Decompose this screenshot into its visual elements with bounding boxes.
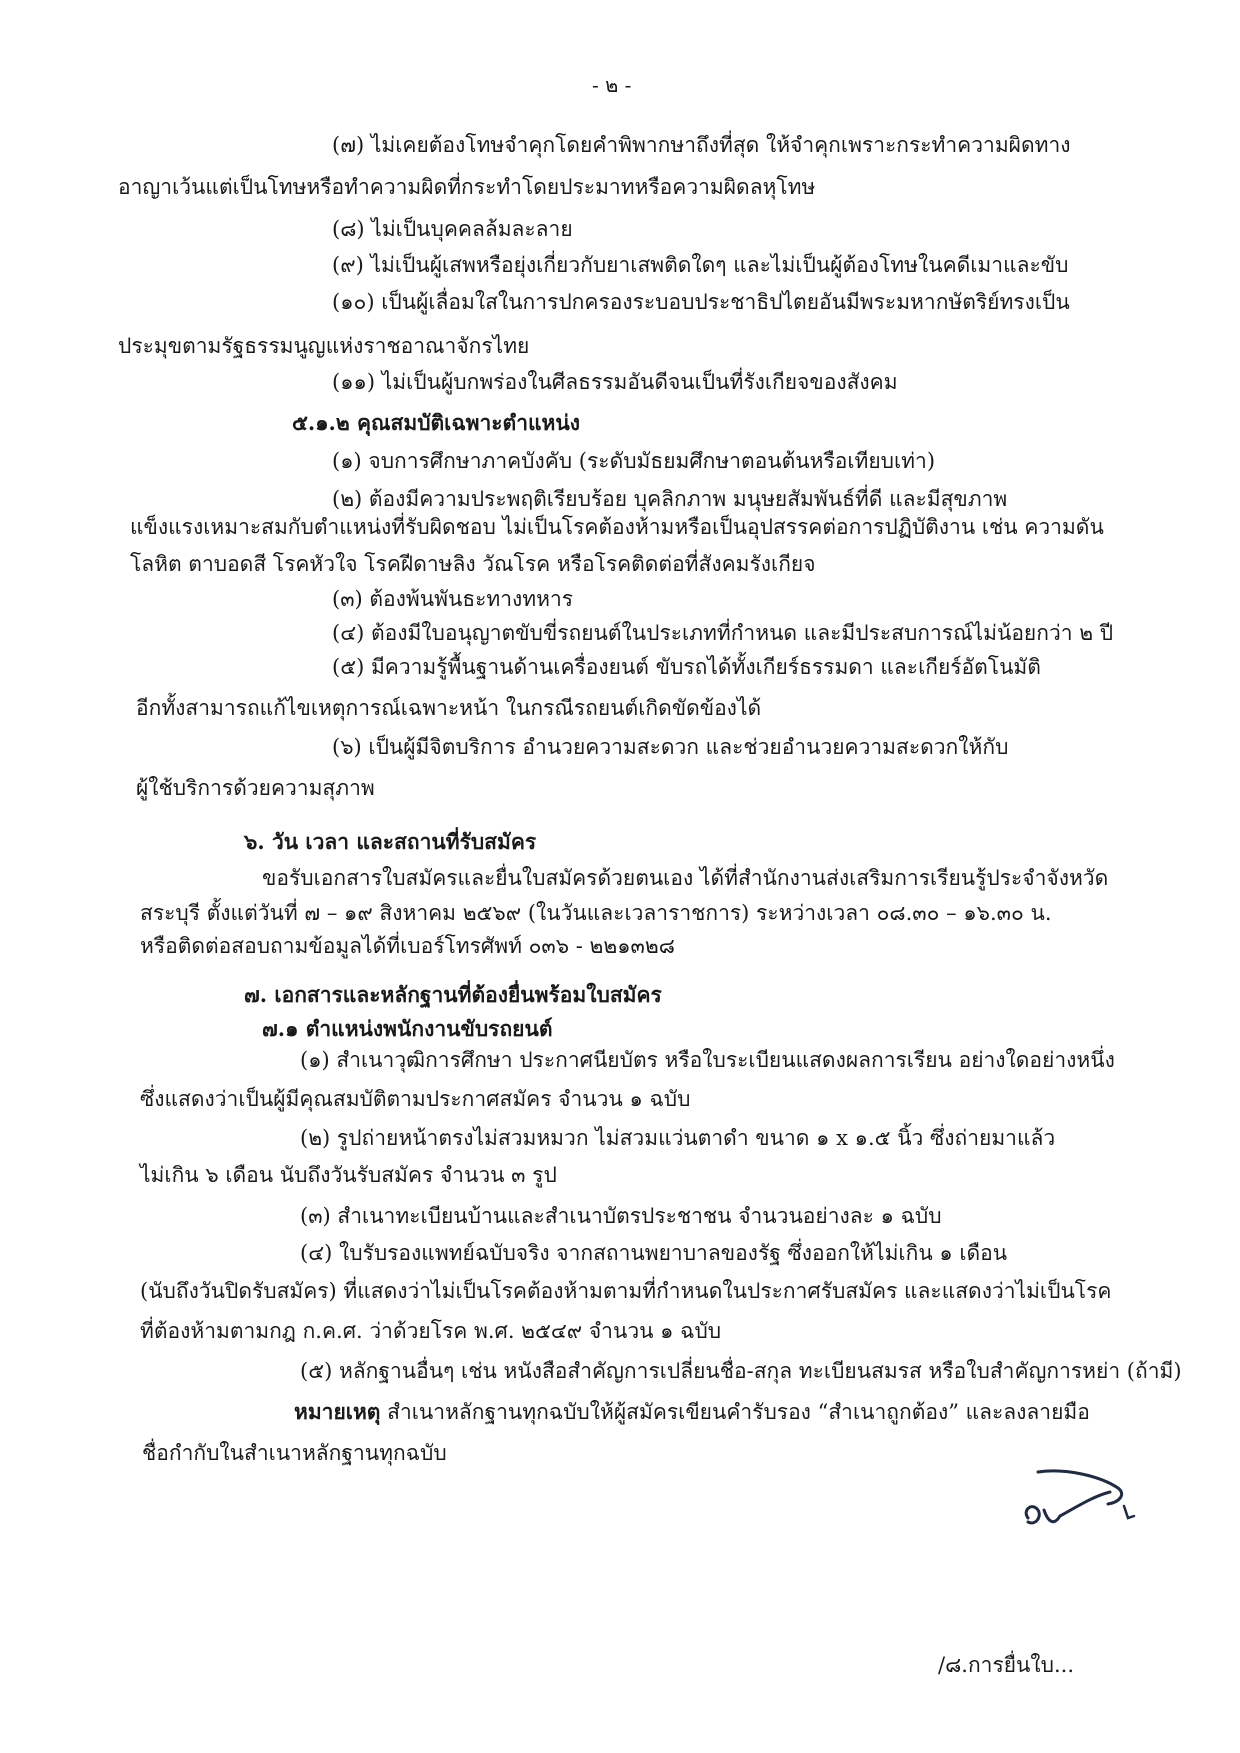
note-line (294, 1397, 1090, 1427)
specific-item-6: (๖) เป็นผู้มีจิตบริการ อำนวยความสะดวก และช่วยอำนวยความสะดวกให้กับ (332, 735, 1009, 759)
section-6-body-1: ขอรับเอกสารใบสมัครและยื่นใบสมัครด้วยตนเอง ได้ที่สำนักงานส่งเสริมการเรียนรู้ประจำจังหวัด (262, 866, 1109, 890)
note-continued: ชื่อกำกับในสำเนาหลักฐานทุกฉบับ (142, 1441, 447, 1465)
page-number: - ๒ - (592, 73, 632, 97)
specific-item-5-cont: อีกทั้งสามารถแก้ไขเหตุการณ์เฉพาะหน้า ในกรณีรถยนต์เกิดขัดข้องได้ (136, 696, 762, 720)
specific-item-2: (๒) ต้องมีความประพฤติเรียบร้อย บุคลิกภาพ มนุษยสัมพันธ์ที่ดี และมีสุขภาพ (332, 487, 1008, 511)
section-6-body-3: หรือติดต่อสอบถามข้อมูลได้ที่เบอร์โทรศัพท์ ๐๓๖ - ๒๒๑๓๒๘ (140, 934, 675, 958)
specific-item-3: (๓) ต้องพ้นพันธะทางทหาร (332, 587, 574, 611)
section-7-1-heading: ๗.๑ ตำแหน่งพนักงานขับรถยนต์ (262, 1016, 553, 1041)
qualification-item-11: (๑๑) ไม่เป็นผู้บกพร่องในศีลธรรมอันดีจนเป็นที่รังเกียจของสังคม (332, 370, 898, 394)
qualification-item-9: (๙) ไม่เป็นผู้เสพหรือยุ่งเกี่ยวกับยาเสพติดใดๆ และไม่เป็นผู้ต้องโทษในคดีเมาและขับ (332, 253, 1069, 277)
qualification-item-8: (๘) ไม่เป็นบุคคลล้มละลาย (332, 217, 573, 241)
qualification-item-7: (๗) ไม่เคยต้องโทษจำคุกโดยคำพิพากษาถึงที่สุด ให้จำคุกเพราะกระทำความผิดทาง (332, 133, 1071, 157)
document-item-1: (๑) สำเนาวุฒิการศึกษา ประกาศนียบัตร หรือใบระเบียนแสดงผลการเรียน อย่างใดอย่างหนึ่ง (300, 1048, 1115, 1072)
handwritten-signature (1008, 1466, 1138, 1536)
specific-item-2-cont2: โลหิต ตาบอดสี โรคหัวใจ โรคฝีดาษลิง วัณโรค หรือโรคติดต่อที่สังคมรังเกียจ (130, 552, 816, 576)
document-item-1-cont: ซึ่งแสดงว่าเป็นผู้มีคุณสมบัติตามประกาศสมัคร จำนวน ๑ ฉบับ (140, 1087, 691, 1111)
specific-item-6-cont: ผู้ใช้บริการด้วยความสุภาพ (136, 776, 375, 800)
section-7-heading: ๗. เอกสารและหลักฐานที่ต้องยื่นพร้อมใบสมัคร (244, 982, 662, 1007)
section-6-body-2: สระบุรี ตั้งแต่วันที่ ๗ – ๑๙ สิงหาคม ๒๕๖๙ (ในวันและเวลาราชการ) ระหว่างเวลา ๐๘.๓๐ – ๑๖.๓๐ น. (140, 901, 1052, 925)
specific-item-1: (๑) จบการศึกษาภาคบังคับ (ระดับมัธยมศึกษาตอนต้นหรือเทียบเท่า) (332, 449, 936, 473)
document-item-5: (๕) หลักฐานอื่นๆ เช่น หนังสือสำคัญการเปลี่ยนชื่อ-สกุล ทะเบียนสมรส หรือใบสำคัญการหย่า (ถ้ามี) (300, 1359, 1182, 1383)
note-text: สำเนาหลักฐานทุกฉบับให้ผู้สมัครเขียนคำรับรอง “สำเนาถูกต้อง” และลงลายมือ (387, 1400, 1090, 1424)
document-item-4: (๔) ใบรับรองแพทย์ฉบับจริง จากสถานพยาบาลของรัฐ ซึ่งออกให้ไม่เกิน ๑ เดือน (300, 1241, 1008, 1265)
continuation-marker: /๘.การยื่นใบ... (938, 1653, 1075, 1677)
note-label: หมายเหตุ (294, 1399, 381, 1424)
specific-item-5: (๕) มีความรู้พื้นฐานด้านเครื่องยนต์ ขับรถได้ทั้งเกียร์ธรรมดา และเกียร์อัตโนมัติ (332, 655, 1041, 679)
specific-item-4: (๔) ต้องมีใบอนุญาตขับขี่รถยนต์ในประเภทที่กำหนด และมีประสบการณ์ไม่น้อยกว่า ๒ ปี (332, 621, 1114, 645)
specific-item-2-cont: แข็งแรงเหมาะสมกับตำแหน่งที่รับผิดชอบ ไม่เป็นโรคต้องห้ามหรือเป็นอุปสรรคต่อการปฏิบัติงาน เช่น ความดัน (130, 515, 1104, 539)
specific-qualifications-heading: ๕.๑.๒ คุณสมบัติเฉพาะตำแหน่ง (292, 410, 580, 435)
qualification-item-10: (๑๐) เป็นผู้เลื่อมใสในการปกครองระบอบประชาธิปไตยอันมีพระมหากษัตริย์ทรงเป็น (332, 290, 1070, 314)
section-6-heading: ๖. วัน เวลา และสถานที่รับสมัคร (244, 829, 537, 854)
document-item-2-cont: ไม่เกิน ๖ เดือน นับถึงวันรับสมัคร จำนวน ๓ รูป (140, 1163, 557, 1187)
document-item-2: (๒) รูปถ่ายหน้าตรงไม่สวมหมวก ไม่สวมแว่นตาดำ ขนาด ๑ x ๑.๕ นิ้ว ซึ่งถ่ายมาแล้ว (300, 1126, 1056, 1150)
document-item-3: (๓) สำเนาทะเบียนบ้านและสำเนาบัตรประชาชน จำนวนอย่างละ ๑ ฉบับ (300, 1204, 942, 1228)
document-item-4-cont2: ที่ต้องห้ามตามกฎ ก.ค.ศ. ว่าด้วยโรค พ.ศ. ๒๕๔๙ จำนวน ๑ ฉบับ (140, 1319, 722, 1343)
qualification-item-7-cont: อาญาเว้นแต่เป็นโทษหรือทำความผิดที่กระทำโดยประมาทหรือความผิดลหุโทษ (118, 175, 816, 199)
document-item-4-cont: (นับถึงวันปิดรับสมัคร) ที่แสดงว่าไม่เป็นโรคต้องห้ามตามที่กำหนดในประกาศรับสมัคร และแสดงว่าไม่เป็นโรค (140, 1279, 1112, 1303)
qualification-item-10-cont: ประมุขตามรัฐธรรมนูญแห่งราชอาณาจักรไทย (118, 334, 530, 358)
